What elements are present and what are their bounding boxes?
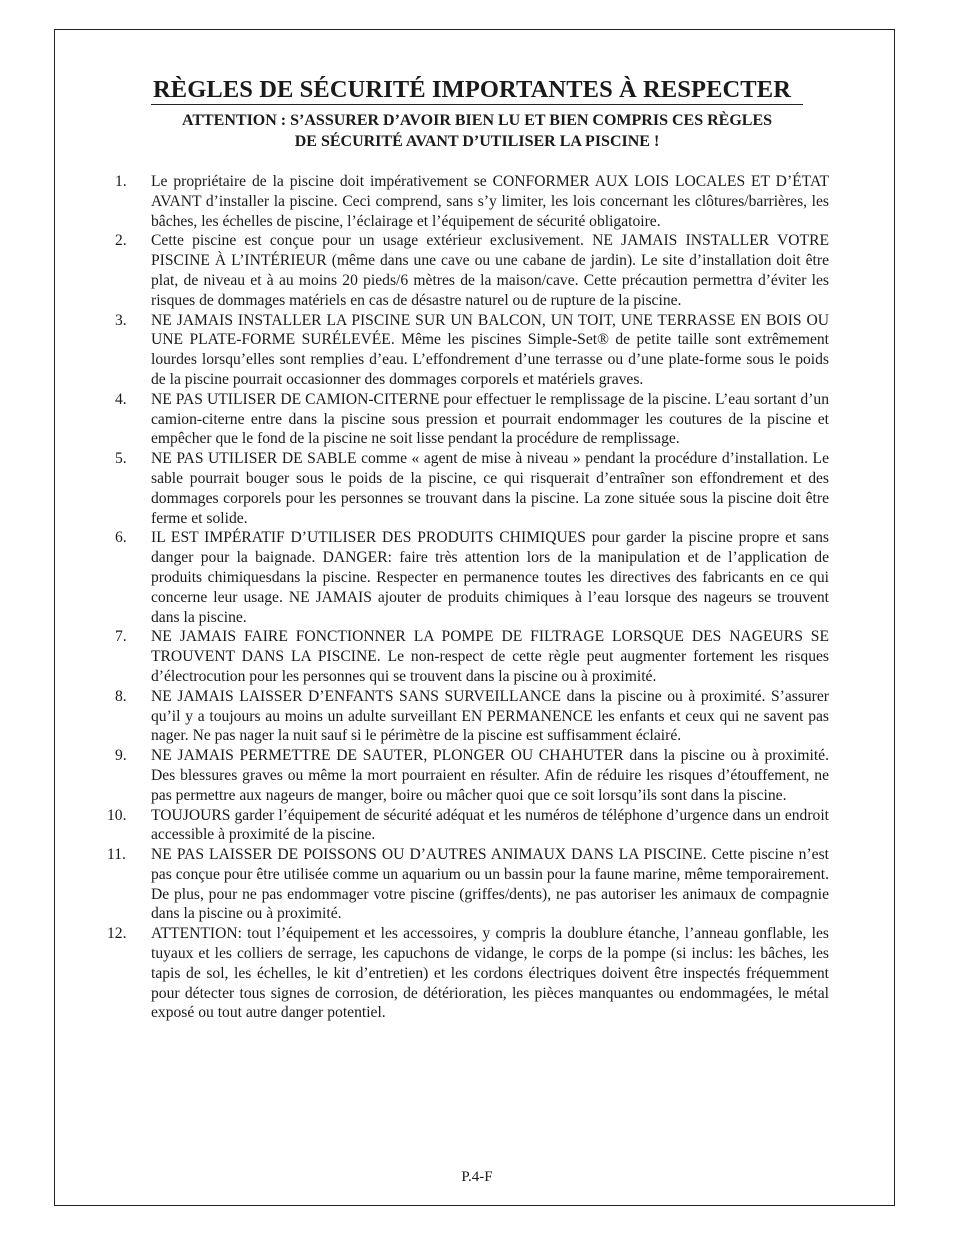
rule-text: IL EST IMPÉRATIF D’UTILISER DES PRODUITS CHIMIQUES pour garder la piscine propre et sans danger pour la baignade. DANGER: faire très attention lors de la manipulation et de l’application de produits chimiquesdans la piscine. Respecter en permanence toutes les directives des fabricants en ce qui concerne leur usage. NE JAMAIS ajouter de produits chimiques à l’eau lorsque des nageurs se trouvent dans la piscine. xyxy=(151,529,829,626)
rule-number: 7. xyxy=(115,628,127,646)
rule-item xyxy=(107,311,829,390)
rule-item xyxy=(107,627,829,686)
rule-item xyxy=(107,528,829,627)
rule-item xyxy=(107,390,829,449)
rule-number: 10. xyxy=(107,806,127,824)
attention-line-2: DE SÉCURITÉ AVANT D’UTILISER LA PISCINE ! xyxy=(294,133,660,150)
page-number: P.4-F xyxy=(461,1169,493,1185)
rule-text: NE JAMAIS LAISSER D’ENFANTS SANS SURVEILLANCE dans la piscine ou à proximité. S’assurer qu’il y a toujours au moins un adulte surveillant EN PERMANENCE les enfants et ceux qui ne savent pas nager. Ne pas nager la nuit sauf si le périmètre de la piscine est suffisamment éclairé. xyxy=(151,687,829,745)
rule-item xyxy=(107,449,829,528)
rule-number: 4. xyxy=(115,390,127,408)
rule-number: 3. xyxy=(115,311,127,329)
rule-number: 6. xyxy=(115,529,127,547)
rule-number: 1. xyxy=(115,173,127,190)
rule-item xyxy=(107,231,829,310)
rule-text: Cette piscine est conçue pour un usage extérieur exclusivement. NE JAMAIS INSTALLER VOTRE PISCINE À L’INTÉRIEUR (même dans une cave ou une cabane de jardin). Le site d’installation doit être plat, de niveau et à au moins 20 pieds/6 mètres de la maison/cave. Cette précaution permettra d’éviter les risques de dommages matériels en cas de désastre naturel ou de rupture de la piscine. xyxy=(151,232,829,309)
rule-number: 8. xyxy=(115,687,127,705)
rule-text: NE PAS UTILISER DE SABLE comme « agent de mise à niveau » pendant la procédure d’installation. Le sable pourrait bouger sous le poids de la piscine, ce qui risquerait d’entraîner son effondrement et des dommages corporels pour les personnes se trouvant dans la piscine. La zone située sous la piscine doit être ferme et solide. xyxy=(151,450,829,527)
rule-item xyxy=(107,845,829,924)
attention-notice xyxy=(60,110,894,152)
attention-line-1: ATTENTION : S’ASSURER D’AVOIR BIEN LU ET BIEN COMPRIS CES RÈGLES xyxy=(181,112,773,129)
rule-text: NE PAS UTILISER DE CAMION-CITERNE pour effectuer le remplissage de la piscine. L’eau sortant d’un camion-citerne entre dans la piscine sous pression et pourrait endommager les coutures de la piscine et empêcher que le fond de la piscine ne soit lisse pendant la procédure de remplissage. xyxy=(151,390,829,448)
rule-number: 2. xyxy=(115,232,127,250)
rule-text: NE JAMAIS INSTALLER LA PISCINE SUR UN BALCON, UN TOIT, UNE TERRASSE EN BOIS OU UNE PLATE-FORME SURÉLEVÉE. Même les piscines Simple-Set® de petite taille sont extrêmement lourdes lorsqu’elles sont remplies d’eau. L’effondrement d’une terrasse ou d’une plate-forme sous le poids de la piscine pourrait occasionner des dommages corporels et matériels graves. xyxy=(151,311,829,388)
page-title-text: RÈGLES DE SÉCURITÉ IMPORTANTES À RESPECTER xyxy=(151,76,803,105)
rule-item xyxy=(107,924,829,1023)
rule-item xyxy=(107,687,829,746)
rule-item xyxy=(107,746,829,805)
rule-number: 9. xyxy=(115,747,127,765)
rule-text: Le propriétaire de la piscine doit impérativement se CONFORMER AUX LOIS LOCALES ET D’ÉTAT AVANT d’installer la piscine. Ceci comprend, sans s’y limiter, les lois concernant les clôtures/barrières, les bâches, les échelles de piscine, l’éclairage et l’équipement de sécurité obligatoire. xyxy=(151,173,829,230)
rule-text: ATTENTION: tout l’équipement et les accessoires, y compris la doublure étanche, l’anneau gonflable, les tuyaux et les colliers de serrage, les capuchons de vidange, le corps de la pompe (si inclus: les bâches, les tapis de sol, les échelles, le kit d’entretien) et les cordons électriques doivent être inspectés fréquemment pour détecter tous signes de corrosion, de détérioration, les pièces manquantes ou endommagées, le métal exposé ou tout autre danger potentiel. xyxy=(151,925,829,1022)
rule-text: NE PAS LAISSER DE POISSONS OU D’AUTRES ANIMAUX DANS LA PISCINE. Cette piscine n’est pas conçue pour être utilisée comme un aquarium ou un bassin pour la faune marine, même temporairement. De plus, pour ne pas endommager votre piscine (griffes/dents), ne pas autoriser les animaux de compagnie dans la piscine ou à proximité. xyxy=(151,846,829,923)
rule-text: NE JAMAIS PERMETTRE DE SAUTER, PLONGER OU CHAHUTER dans la piscine ou à proximité. Des blessures graves ou même la mort pourraient en résulter. Afin de réduire les risques d’étouffement, ne pas permettre aux nageurs de manger, boire ou mâcher quoi que ce soit lorsqu’ils sont dans la piscine. xyxy=(151,747,829,804)
rule-number: 12. xyxy=(107,925,127,943)
rule-item xyxy=(107,806,829,846)
rule-number: 5. xyxy=(115,450,127,468)
rule-text: NE JAMAIS FAIRE FONCTIONNER LA POMPE DE FILTRAGE LORSQUE DES NAGEURS SE TROUVENT DANS LA PISCINE. Le non-respect de cette règle peut augmenter fortement les risques d’électrocution pour les personnes qui se trouvent dans la piscine ou à proximité. xyxy=(151,628,829,685)
rule-number: 11. xyxy=(107,846,126,864)
rule-item xyxy=(107,172,829,231)
rule-text: TOUJOURS garder l’équipement de sécurité adéquat et les numéros de téléphone d’urgence dans un endroit accessible à proximité de la piscine. xyxy=(151,806,829,844)
safety-rules-list xyxy=(107,172,829,1023)
page-title xyxy=(0,76,954,105)
